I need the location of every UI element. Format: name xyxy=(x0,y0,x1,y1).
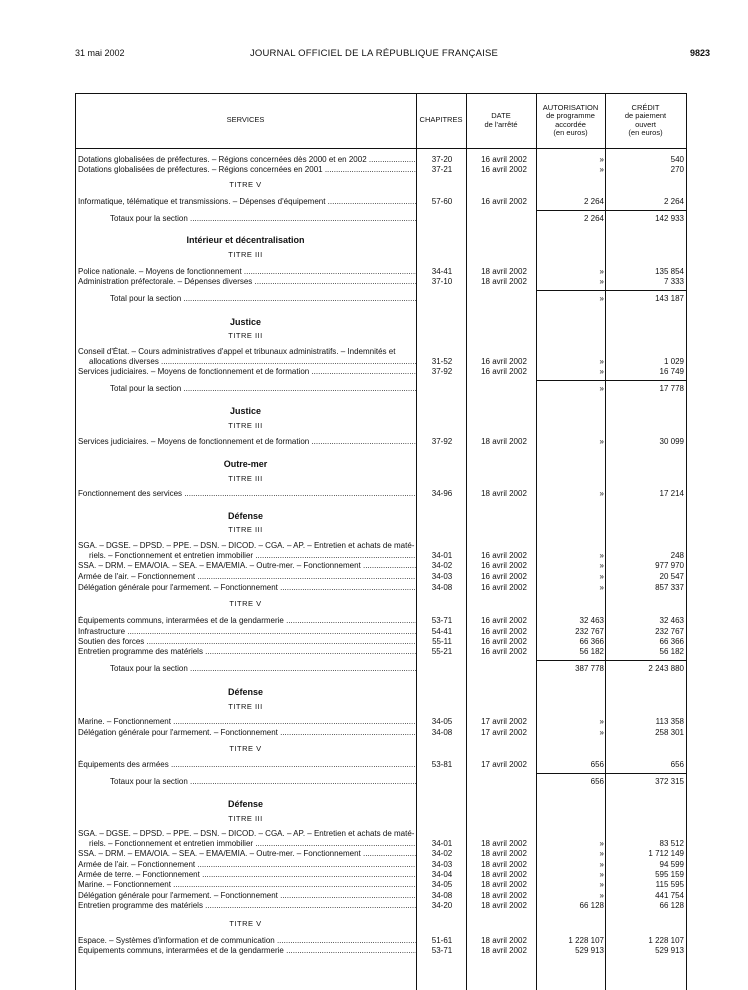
service-label: SGA. – DGSE. – DPSD. – PPE. – DSN. – DICOD. – CGA. – AP. – Entretien et achats de maté- xyxy=(78,829,415,838)
table-row xyxy=(75,347,687,357)
credit-cell: 857 337 xyxy=(655,583,684,592)
autorisation-cell: » xyxy=(599,728,604,737)
service-label: Soutien des forces ..... xyxy=(78,637,416,647)
service-label: Équipements communs, interarmées et de la gendarmerie ..... xyxy=(78,946,416,956)
table-row xyxy=(75,267,687,277)
date-cell: 16 avril 2002 xyxy=(481,583,527,592)
section-heading-row xyxy=(75,687,687,697)
date-cell: 18 avril 2002 xyxy=(481,267,527,276)
total-row xyxy=(75,294,687,304)
service-label: Entretien programme des matériels ..... xyxy=(78,901,416,911)
autorisation-cell: » xyxy=(599,294,604,303)
chapitre-cell: 34-96 xyxy=(431,489,453,498)
service-label: Délégation générale pour l'armement. – Fonctionnement ..... xyxy=(78,583,416,593)
date-cell: 18 avril 2002 xyxy=(481,901,527,910)
credit-cell: 1 228 107 xyxy=(648,936,684,945)
titre-label: TITRE V xyxy=(229,744,262,753)
autorisation-cell: 66 128 xyxy=(579,901,604,910)
table-row xyxy=(75,901,687,911)
date-cell: 16 avril 2002 xyxy=(481,637,527,646)
table-row xyxy=(75,572,687,582)
column-header-date: DATE de l'arrêté xyxy=(484,111,518,129)
table-row xyxy=(75,839,687,849)
chapitre-cell: 34-03 xyxy=(431,572,453,581)
credit-cell: 113 358 xyxy=(655,717,684,726)
chapitre-cell: 37-10 xyxy=(431,277,453,286)
table-row xyxy=(75,627,687,637)
total-row xyxy=(75,214,687,224)
credit-cell: 441 754 xyxy=(655,891,684,900)
credit-cell: 2 264 xyxy=(663,197,684,206)
chapitre-cell: 55-21 xyxy=(431,647,453,656)
table-row xyxy=(75,367,687,377)
service-label: Police nationale. – Moyens de fonctionnement ..... xyxy=(78,267,416,277)
date-cell: 16 avril 2002 xyxy=(481,155,527,164)
date-cell: 18 avril 2002 xyxy=(481,437,527,446)
titre-row xyxy=(75,474,687,484)
titre-row xyxy=(75,814,687,824)
total-label: Totaux pour la section ..... xyxy=(110,777,416,787)
service-label: Entretien programme des matériels ..... xyxy=(78,647,416,657)
date-cell: 16 avril 2002 xyxy=(481,572,527,581)
section-heading: Défense xyxy=(227,799,263,809)
credit-cell: 7 333 xyxy=(663,277,684,286)
titre-row xyxy=(75,525,687,535)
chapitre-cell: 37-21 xyxy=(431,165,453,174)
date-cell: 16 avril 2002 xyxy=(481,561,527,570)
titre-label: TITRE III xyxy=(228,525,263,534)
table-row xyxy=(75,357,687,367)
section-heading: Justice xyxy=(229,317,262,327)
credit-cell: 32 463 xyxy=(659,616,684,625)
titre-row xyxy=(75,331,687,341)
table-row xyxy=(75,489,687,499)
service-label: Administration préfectorale. – Dépenses diverses ..... xyxy=(78,277,416,287)
date-cell: 16 avril 2002 xyxy=(481,357,527,366)
credit-cell: 372 315 xyxy=(655,777,684,786)
service-label: Marine. – Fonctionnement ..... xyxy=(78,717,416,727)
table-row xyxy=(75,197,687,207)
autorisation-cell: » xyxy=(599,860,604,869)
table-row xyxy=(75,760,687,770)
autorisation-cell: 2 264 xyxy=(583,197,604,206)
credit-cell: 656 xyxy=(670,760,684,769)
date-cell: 16 avril 2002 xyxy=(481,165,527,174)
date-cell: 16 avril 2002 xyxy=(481,616,527,625)
chapitre-cell: 34-02 xyxy=(431,849,453,858)
credit-cell: 258 301 xyxy=(655,728,684,737)
chapitre-cell: 34-03 xyxy=(431,860,453,869)
credit-cell: 66 128 xyxy=(659,901,684,910)
table-row xyxy=(75,437,687,447)
credit-cell: 66 366 xyxy=(659,637,684,646)
table-row xyxy=(75,728,687,738)
chapitre-cell: 55-11 xyxy=(432,637,452,646)
date-cell: 16 avril 2002 xyxy=(481,647,527,656)
credit-cell: 2 243 880 xyxy=(648,664,684,673)
autorisation-cell: » xyxy=(599,155,604,164)
section-heading-row xyxy=(75,406,687,416)
chapitre-cell: 57-60 xyxy=(431,197,453,206)
credit-cell: 94 599 xyxy=(659,860,684,869)
table-row xyxy=(75,647,687,657)
credit-cell: 977 970 xyxy=(655,561,684,570)
autorisation-cell: » xyxy=(599,277,604,286)
chapitre-cell: 34-01 xyxy=(431,551,453,560)
titre-label: TITRE III xyxy=(228,421,263,430)
date-cell: 18 avril 2002 xyxy=(481,946,527,955)
service-label: Délégation générale pour l'armement. – Fonctionnement ..... xyxy=(78,728,416,738)
total-rule-credit xyxy=(605,210,686,211)
service-label: Dotations globalisées de préfectures. – Régions concernées en 2001 ..... xyxy=(78,165,416,175)
date-cell: 18 avril 2002 xyxy=(481,870,527,879)
column-header-chapitres: CHAPITRES xyxy=(419,115,463,125)
service-label: Armée de l'air. – Fonctionnement ..... xyxy=(78,860,416,870)
service-label: Délégation générale pour l'armement. – Fonctionnement ..... xyxy=(78,891,416,901)
chapitre-cell: 34-05 xyxy=(431,717,453,726)
service-label: Dotations globalisées de préfectures. – Régions concernées dès 2000 et en 2002 ..... xyxy=(78,155,416,165)
date-cell: 18 avril 2002 xyxy=(481,891,527,900)
section-heading: Défense xyxy=(227,511,263,521)
total-label: Totaux pour la section ..... xyxy=(110,214,416,224)
journal-title: JOURNAL OFFICIEL DE LA RÉPUBLIQUE FRANÇAISE xyxy=(249,48,499,59)
section-heading-row xyxy=(75,317,687,327)
total-row xyxy=(75,384,687,394)
column-header-services: SERVICES xyxy=(226,115,265,125)
chapitre-cell: 34-41 xyxy=(431,267,453,276)
credit-cell: 115 595 xyxy=(655,880,684,889)
page-header xyxy=(0,0,748,60)
credit-cell: 248 xyxy=(670,551,684,560)
header-bottom-rule xyxy=(75,148,687,149)
table-row xyxy=(75,860,687,870)
titre-label: TITRE V xyxy=(229,919,262,928)
service-label: Équipements des armées ..... xyxy=(78,760,416,770)
chapitre-cell: 34-08 xyxy=(431,728,453,737)
titre-label: TITRE III xyxy=(228,331,263,340)
autorisation-cell: » xyxy=(599,717,604,726)
section-heading: Défense xyxy=(227,687,263,697)
autorisation-cell: » xyxy=(599,551,604,560)
service-label: Espace. – Systèmes d'information et de communication ..... xyxy=(78,936,416,946)
titre-row xyxy=(75,919,687,929)
table-row xyxy=(75,717,687,727)
date-cell: 17 avril 2002 xyxy=(481,717,527,726)
total-rule-autorisation xyxy=(536,660,605,661)
credit-cell: 135 854 xyxy=(655,267,684,276)
chapitre-cell: 37-92 xyxy=(431,437,453,446)
autorisation-cell: » xyxy=(599,367,604,376)
autorisation-cell: 387 778 xyxy=(575,664,604,673)
service-label: SSA. – DRM. – EMA/OIA. – SEA. – EMA/EMIA. – Outre-mer. – Fonctionnement ..... xyxy=(78,849,416,859)
titre-row xyxy=(75,599,687,609)
autorisation-cell: 2 264 xyxy=(583,214,604,223)
autorisation-cell: 66 366 xyxy=(579,637,604,646)
credit-cell: 142 933 xyxy=(655,214,684,223)
table-row xyxy=(75,849,687,859)
service-label: SSA. – DRM. – EMA/OIA. – SEA. – EMA/EMIA. – Outre-mer. – Fonctionnement ..... xyxy=(78,561,416,571)
column-header-autorisation: AUTORISATION de programme accordée (en euros) xyxy=(542,102,599,137)
date-cell: 18 avril 2002 xyxy=(481,860,527,869)
total-rule-credit xyxy=(605,380,686,381)
chapitre-cell: 34-02 xyxy=(431,561,453,570)
section-heading-row xyxy=(75,799,687,809)
total-label: Totaux pour la section ..... xyxy=(110,664,416,674)
total-label: Total pour la section ..... xyxy=(110,294,416,304)
total-label: Total pour la section ..... xyxy=(110,384,416,394)
autorisation-cell: 656 xyxy=(590,777,604,786)
autorisation-cell: » xyxy=(599,267,604,276)
date-cell: 16 avril 2002 xyxy=(481,367,527,376)
total-rule-autorisation xyxy=(536,290,605,291)
autorisation-cell: » xyxy=(599,437,604,446)
table-row xyxy=(75,541,687,551)
credit-cell: 17 778 xyxy=(659,384,684,393)
table-row xyxy=(75,829,687,839)
chapitre-cell: 53-81 xyxy=(431,760,453,769)
chapitre-cell: 31-52 xyxy=(431,357,453,366)
service-label: Conseil d'État. – Cours administratives d'appel et tribunaux administratifs. – Indemnités et xyxy=(78,347,396,356)
credit-cell: 20 547 xyxy=(659,572,684,581)
table-row xyxy=(75,155,687,165)
service-label: Services judiciaires. – Moyens de fonctionnement et de formation ..... xyxy=(78,367,416,377)
table-row xyxy=(75,561,687,571)
service-label: Équipements communs, interarmées et de la gendarmerie ..... xyxy=(78,616,416,626)
total-rule-credit xyxy=(605,660,686,661)
date-cell: 16 avril 2002 xyxy=(481,551,527,560)
total-rule-autorisation xyxy=(536,210,605,211)
total-row xyxy=(75,777,687,787)
service-label: allocations diverses ..... xyxy=(89,357,416,367)
chapitre-cell: 34-05 xyxy=(431,880,453,889)
chapitre-cell: 53-71 xyxy=(431,946,453,955)
chapitre-cell: 34-01 xyxy=(431,839,453,848)
autorisation-cell: » xyxy=(599,165,604,174)
date-cell: 17 avril 2002 xyxy=(481,760,527,769)
titre-row xyxy=(75,250,687,260)
chapitre-cell: 37-20 xyxy=(431,155,453,164)
credit-cell: 56 182 xyxy=(659,647,684,656)
service-label: Armée de l'air. – Fonctionnement ..... xyxy=(78,572,416,582)
titre-row xyxy=(75,180,687,190)
service-label: SGA. – DGSE. – DPSD. – PPE. – DSN. – DICOD. – CGA. – AP. – Entretien et achats de maté- xyxy=(78,541,415,550)
section-heading-row xyxy=(75,235,687,245)
chapitre-cell: 53-71 xyxy=(431,616,453,625)
titre-label: TITRE V xyxy=(229,599,262,608)
service-label: Services judiciaires. – Moyens de fonctionnement et de formation ..... xyxy=(78,437,416,447)
credit-cell: 30 099 xyxy=(659,437,684,446)
service-label: riels. – Fonctionnement et entretien immobilier ..... xyxy=(89,839,416,849)
table-row xyxy=(75,891,687,901)
table-row xyxy=(75,277,687,287)
column-header-credit: CRÉDIT de paiement ouvert (en euros) xyxy=(624,102,667,137)
chapitre-cell: 51-61 xyxy=(431,936,453,945)
autorisation-cell: » xyxy=(599,489,604,498)
chapitre-cell: 34-08 xyxy=(431,583,453,592)
credits-table xyxy=(75,93,687,990)
date-cell: 18 avril 2002 xyxy=(481,277,527,286)
date-cell: 18 avril 2002 xyxy=(481,839,527,848)
autorisation-cell: 1 228 107 xyxy=(568,936,604,945)
table-row xyxy=(75,870,687,880)
autorisation-cell: » xyxy=(599,870,604,879)
table-row xyxy=(75,946,687,956)
total-row xyxy=(75,664,687,674)
table-row xyxy=(75,936,687,946)
page-number: 9823 xyxy=(689,48,710,58)
chapitre-cell: 34-20 xyxy=(431,901,453,910)
service-label: Marine. – Fonctionnement ..... xyxy=(78,880,416,890)
section-heading-row xyxy=(75,511,687,521)
credit-cell: 1 029 xyxy=(663,357,684,366)
credit-cell: 143 187 xyxy=(655,294,684,303)
chapitre-cell: 34-04 xyxy=(431,870,453,879)
autorisation-cell: » xyxy=(599,357,604,366)
date-cell: 18 avril 2002 xyxy=(481,489,527,498)
autorisation-cell: » xyxy=(599,849,604,858)
section-heading: Outre-mer xyxy=(223,459,268,469)
autorisation-cell: » xyxy=(599,572,604,581)
autorisation-cell: » xyxy=(599,880,604,889)
service-label: Informatique, télématique et transmissions. – Dépenses d'équipement ..... xyxy=(78,197,416,207)
autorisation-cell: 529 913 xyxy=(575,946,604,955)
titre-label: TITRE III xyxy=(228,474,263,483)
issue-date: 31 mai 2002 xyxy=(75,48,125,58)
service-label: Infrastructure ..... xyxy=(78,627,416,637)
service-label: Fonctionnement des services ..... xyxy=(78,489,416,499)
autorisation-cell: » xyxy=(599,384,604,393)
table-row xyxy=(75,583,687,593)
date-cell: 18 avril 2002 xyxy=(481,880,527,889)
titre-label: TITRE III xyxy=(228,814,263,823)
total-rule-autorisation xyxy=(536,380,605,381)
autorisation-cell: » xyxy=(599,891,604,900)
service-label: riels. – Fonctionnement et entretien immobilier ..... xyxy=(89,551,416,561)
date-cell: 17 avril 2002 xyxy=(481,728,527,737)
credit-cell: 1 712 149 xyxy=(648,849,684,858)
credit-cell: 540 xyxy=(670,155,684,164)
date-cell: 18 avril 2002 xyxy=(481,849,527,858)
table-row xyxy=(75,616,687,626)
titre-row xyxy=(75,744,687,754)
date-cell: 18 avril 2002 xyxy=(481,936,527,945)
section-heading: Justice xyxy=(229,406,262,416)
table-row xyxy=(75,165,687,175)
titre-label: TITRE III xyxy=(228,702,263,711)
chapitre-cell: 54-41 xyxy=(431,627,453,636)
autorisation-cell: 56 182 xyxy=(579,647,604,656)
credit-cell: 232 767 xyxy=(655,627,684,636)
autorisation-cell: 232 767 xyxy=(575,627,604,636)
service-label: Armée de terre. – Fonctionnement ..... xyxy=(78,870,416,880)
chapitre-cell: 34-08 xyxy=(431,891,453,900)
credit-cell: 595 159 xyxy=(655,870,684,879)
section-heading-row xyxy=(75,459,687,469)
titre-label: TITRE V xyxy=(229,180,262,189)
credit-cell: 270 xyxy=(670,165,684,174)
total-rule-credit xyxy=(605,290,686,291)
section-heading: Intérieur et décentralisation xyxy=(186,235,305,245)
credit-cell: 17 214 xyxy=(659,489,684,498)
table-row xyxy=(75,880,687,890)
autorisation-cell: » xyxy=(599,561,604,570)
table-row xyxy=(75,637,687,647)
titre-row xyxy=(75,421,687,431)
credit-cell: 529 913 xyxy=(655,946,684,955)
date-cell: 16 avril 2002 xyxy=(481,627,527,636)
autorisation-cell: 32 463 xyxy=(579,616,604,625)
credit-cell: 83 512 xyxy=(659,839,684,848)
autorisation-cell: 656 xyxy=(590,760,604,769)
chapitre-cell: 37-92 xyxy=(431,367,453,376)
date-cell: 16 avril 2002 xyxy=(481,197,527,206)
credit-cell: 16 749 xyxy=(659,367,684,376)
table-row xyxy=(75,551,687,561)
total-rule-autorisation xyxy=(536,773,605,774)
titre-label: TITRE III xyxy=(228,250,263,259)
autorisation-cell: » xyxy=(599,583,604,592)
autorisation-cell: » xyxy=(599,839,604,848)
titre-row xyxy=(75,702,687,712)
total-rule-credit xyxy=(605,773,686,774)
